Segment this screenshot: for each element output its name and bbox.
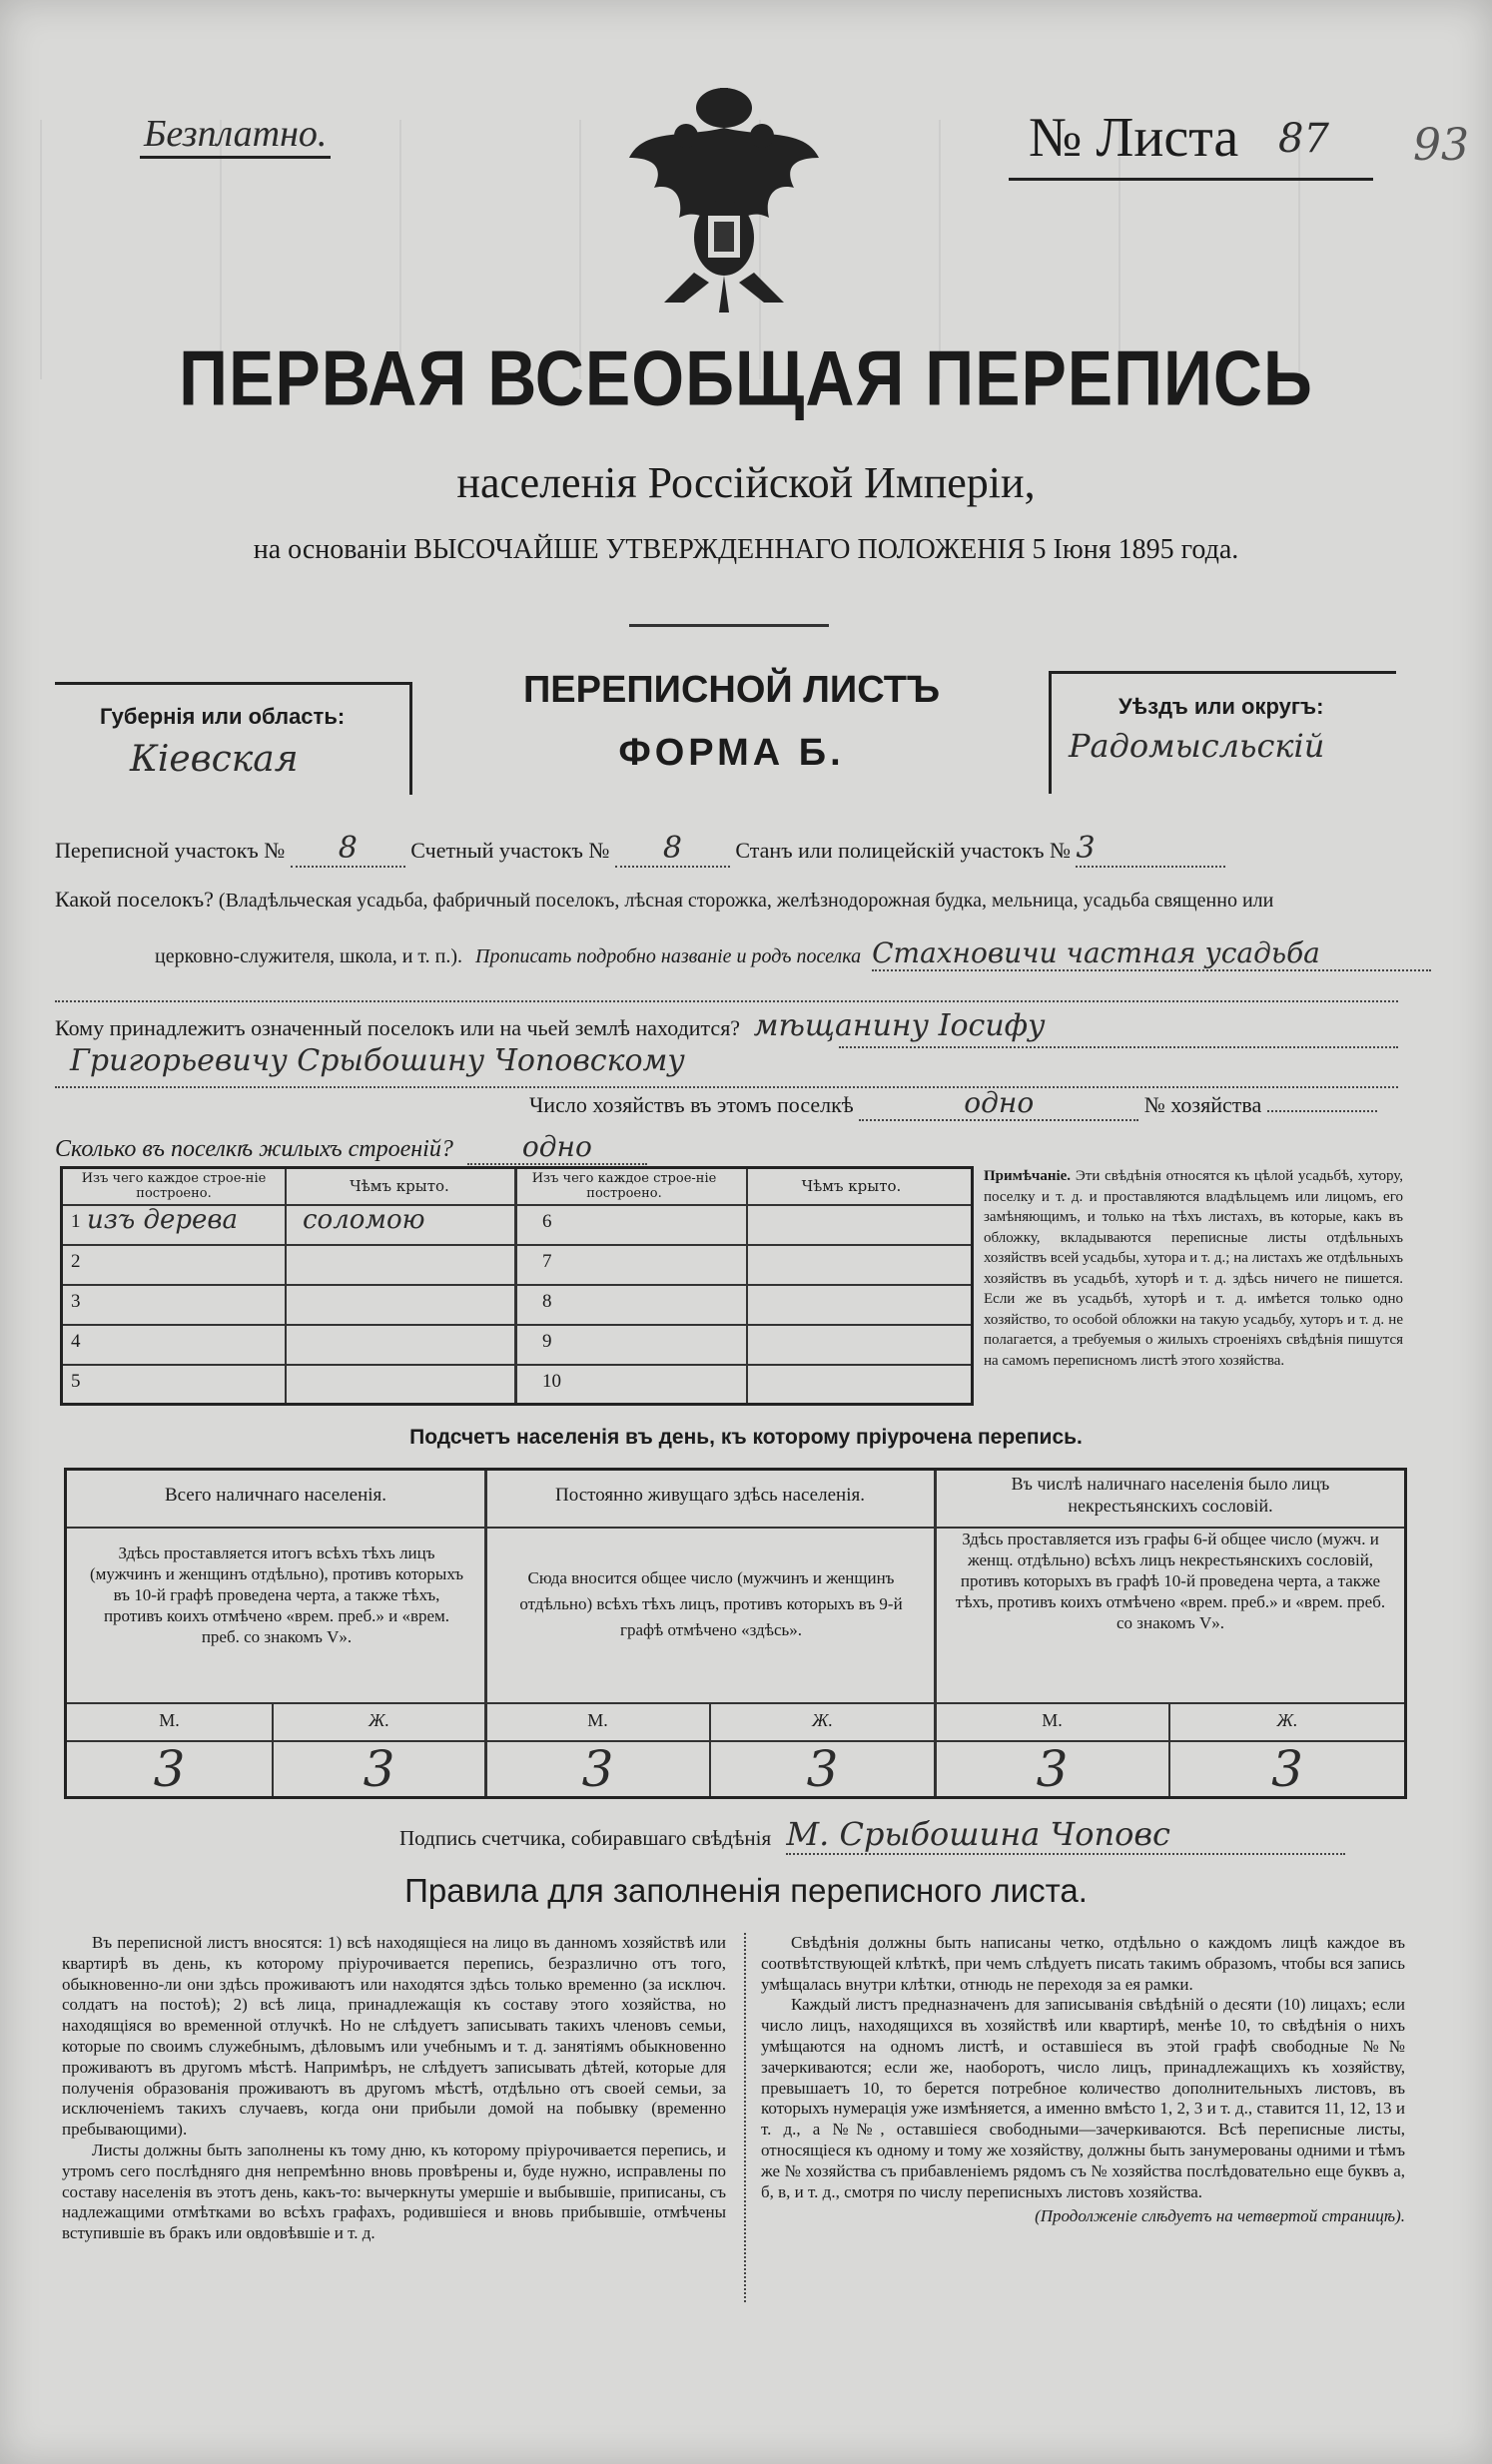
note-text: Эти свѣдѣнія относятся къ цѣлой усадьбѣ, хутору, поселку и т. д. и проставляются владѣльцемъ или лицомъ, его замѣняющимъ, и только на тѣхъ листахъ, въ которые, какъ въ обложку, вкладываются переписные листы отдѣльныхъ хозяйствъ всей усадьбы, хутора и т. д.; на листахъ же отдѣльныхъ хозяйствъ въ усадьбѣ, хуторѣ и т. д. здѣсь ничего не пишется. Если же въ усадьбѣ, хуторѣ и т. д. имѣется только одно хозяйство, то особой обложки на такую усадьбу, хуторъ и т. д. не полагается, а требуемыя о жилыхъ строеніяхъ свѣдѣнія пишутся на самомъ переписномъ листѣ этого хозяйства. bbox=[984, 1168, 1404, 1369]
settlement-question: Какой поселокъ? bbox=[55, 887, 214, 912]
gubernia-label: Губернія или область: bbox=[100, 704, 346, 729]
households-value[interactable]: одно bbox=[859, 1086, 1138, 1121]
col3-text: Здѣсь проставляется изъ графы 6-й общее число (мужч. и женщ. отдѣльно) всѣхъ лицъ некрестьянскихъ сословій, противъ которыхъ въ графѣ 10-й проведена черта, а также тѣхъ, противъ коихъ отмѣчено «врем. преб.» и «врем. преб. со знакомъ V». bbox=[955, 1530, 1386, 1632]
coat-of-arms-icon bbox=[624, 88, 824, 317]
population-table bbox=[64, 1468, 1407, 1799]
sheet-number-value[interactable]: 87 bbox=[1278, 116, 1329, 162]
col-roof-header: Чѣмъ крыто. bbox=[350, 1177, 449, 1195]
divider bbox=[63, 1244, 971, 1246]
male-label: М. bbox=[159, 1710, 180, 1730]
total-male-value[interactable]: 3 bbox=[153, 1740, 186, 1798]
sheet-number-label: № Листа bbox=[1029, 107, 1239, 169]
col-roof-header-2: Чѣмъ крыто. bbox=[801, 1177, 902, 1195]
free-label: Безплатно. bbox=[140, 112, 331, 159]
row-number: 7 bbox=[542, 1251, 552, 1272]
col3-title: Въ числѣ наличнаго населенія было лицъ некрестьянскихъ сословій. bbox=[1011, 1474, 1330, 1516]
divider bbox=[63, 1284, 971, 1286]
signature-row bbox=[399, 1815, 1345, 1855]
buildings-table bbox=[60, 1166, 974, 1406]
buildings-question: Сколько въ поселкѣ жилыхъ строеній? bbox=[55, 1136, 453, 1162]
dotted-line bbox=[55, 1000, 1398, 1002]
uezd-label: Уѣздъ или округъ: bbox=[1119, 694, 1324, 719]
resident-female-value[interactable]: 3 bbox=[806, 1740, 839, 1798]
form-subtitle: ФОРМА Б. bbox=[618, 732, 845, 774]
row-number: 1 bbox=[71, 1211, 81, 1232]
row-number: 2 bbox=[71, 1251, 81, 1272]
counting-district-label: Счетный участокъ № bbox=[410, 838, 610, 863]
female-label: Ж. bbox=[812, 1710, 833, 1730]
rules-left-paragraph-1: Въ переписной листъ вносятся: 1) всѣ находящіеся на лицо въ данномъ хозяйствѣ или квартирѣ въ день, къ которому пріурочивается перепись, безразлично отъ того, обыкновенно-ли они здѣсь проживаютъ или находятся здѣсь только временно (за исключ. солдатъ на постоѣ); 2) всѣ лица, принадлежащія къ составу этого хозяйства, но находящіяся во временной отлучкѣ. Но не слѣдуетъ записывать такихъ членовъ семьи, которые по своимъ служебнымъ, дѣловымъ или учебнымъ и т. д. занятіямъ обыкновенно проживаютъ въ другомъ мѣстѣ. Напримѣръ, не слѣдуетъ записывать дѣтей, которые для полученія образованія проживаютъ въ другомъ мѣстѣ, отдѣльно отъ своей семьи, за исключеніемъ такихъ случаевъ, когда они прибыли домой на побывку (временно пребывающими). bbox=[62, 1933, 726, 2140]
uezd-value[interactable]: Радомысльскій bbox=[1069, 727, 1325, 765]
household-number-label: № хозяйства bbox=[1143, 1092, 1262, 1117]
form-title: ПЕРЕПИСНОЙ ЛИСТЪ bbox=[522, 669, 941, 711]
gubernia-value[interactable]: Кіевская bbox=[130, 739, 299, 780]
owner-question: Кому принадлежитъ означенный поселокъ или на чьей землѣ находится? bbox=[55, 1015, 741, 1040]
rules-continued: (Продолженіе слѣдуетъ на четвертой страницѣ). bbox=[1035, 2206, 1405, 2226]
resident-male-value[interactable]: 3 bbox=[581, 1740, 614, 1798]
population-heading: Подсчетъ населенія въ день, къ которому пріурочена перепись. bbox=[409, 1426, 1083, 1449]
census-subtitle: населенія Россійской Имперіи, bbox=[456, 458, 1036, 507]
female-label: Ж. bbox=[369, 1710, 389, 1730]
female-label: Ж. bbox=[1276, 1710, 1298, 1730]
sheet-number-underline bbox=[1009, 178, 1373, 181]
counting-district-value[interactable]: 8 bbox=[615, 831, 730, 868]
rules-left-paragraph-2: Листы должны быть заполнены къ тому дню, къ которому пріурочивается перепись, и утромъ сего послѣдняго дня непремѣнно вновь провѣрены и, буде нужно, исправлены по составу населенія въ этотъ день, какъ-то: вычеркнуты умершіе и выбывшіе, приписаны, съ надлежащими отмѣтками во всѣхъ графахъ, родившіеся и вновь прибывшіе, отмѣчены вступившіе въ бракъ или овдовѣвшіе и т. д. bbox=[62, 2140, 726, 2243]
col-built-header-2: Изъ чего каждое строе-ніе построено. bbox=[531, 1171, 717, 1201]
nonpeasant-female-value[interactable]: 3 bbox=[1271, 1740, 1303, 1798]
rules-right-paragraph-2: Каждый листъ предназначенъ для записыванія свѣдѣній о десяти (10) лицахъ; если число лицъ, находящихся въ хозяйствѣ или квартирѣ, менѣе 10, то свѣдѣнія о нихъ умѣщаются на одномъ листѣ, и оставшіеся въ этой графѣ свободные №№ зачеркиваются; если же, наоборотъ, число лицъ, принадлежащихъ къ хозяйству, превышаетъ 10, то берется потребное количество дополнительныхъ листовъ, въ которыхъ нумерація уже измѣняется, а именно вмѣсто 1, 2, 3 и т. д., ставится 11, 12, 13 и т. д., а №№, оставшіеся свободными—зачеркиваются. Всѣ переписные листы, относящіеся къ одному и тому же хозяйству, должны быть занумерованы одними и тѣмъ же № хозяйства съ прибавленіемъ рядомъ съ № хозяйства послѣдовательно еще буквъ а, б, в, и т. д., смотря по числу переписныхъ листовъ хозяйства. bbox=[761, 1995, 1405, 2201]
buildings-value[interactable]: одно bbox=[467, 1130, 647, 1165]
settlement-question-row bbox=[55, 887, 1273, 913]
settlement-hint-1: (Владѣльческая усадьба, фабричный поселокъ, лѣсная сторожка, желѣзнодорожная будка, мельница, усадьба священно или bbox=[218, 890, 1274, 912]
col-built-header: Изъ чего каждое строе-ніе построено. bbox=[81, 1171, 267, 1201]
owner-value-2[interactable]: Григорьевичу Срыбошину Чоповскому bbox=[70, 1043, 685, 1078]
corner-note: 93 bbox=[1413, 120, 1469, 171]
male-label: М. bbox=[1042, 1710, 1063, 1730]
stan-label: Станъ или полицейскій участокъ № bbox=[735, 838, 1071, 863]
settlement-hint-row bbox=[155, 936, 1431, 971]
household-number-value[interactable] bbox=[1267, 1110, 1377, 1112]
row-number: 6 bbox=[542, 1211, 552, 1232]
row-number: 3 bbox=[71, 1291, 81, 1312]
rules-left-column bbox=[62, 1933, 726, 2244]
rules-heading: Правила для заполненія переписного листа. bbox=[404, 1872, 1088, 1909]
dotted-line bbox=[839, 1046, 1398, 1048]
divider bbox=[629, 624, 829, 627]
row-number: 9 bbox=[542, 1331, 552, 1352]
settlement-value[interactable]: Стахновичи частная усадьба bbox=[872, 936, 1431, 971]
note-label: Примѣчаніе. bbox=[984, 1168, 1072, 1184]
divider bbox=[63, 1364, 971, 1366]
buildings-row bbox=[55, 1130, 647, 1165]
row-number: 4 bbox=[71, 1331, 81, 1352]
districts-row bbox=[55, 831, 1225, 868]
divider bbox=[63, 1324, 971, 1326]
total-female-value[interactable]: 3 bbox=[363, 1740, 395, 1798]
signature-label: Подпись счетчика, собиравшаго свѣдѣнія bbox=[399, 1826, 772, 1850]
rules-right-paragraph-1: Свѣдѣнія должны быть написаны четко, отдѣльно о каждомъ лицѣ каждое въ соотвѣтствующей клѣткѣ, при чемъ слѣдуетъ писать такимъ образомъ, чтобы вся запись умѣщалась внутри клѣтки, отнюдь не переходя за ея рамки. bbox=[761, 1933, 1405, 1994]
col2-title: Постоянно живущаго здѣсь населенія. bbox=[555, 1485, 865, 1506]
nonpeasant-male-value[interactable]: 3 bbox=[1036, 1740, 1069, 1798]
rules-right-column bbox=[761, 1933, 1405, 2227]
census-basis: на основаніи ВЫСОЧАЙШЕ УТВЕРЖДЕННАГО ПОЛОЖЕНІЯ 5 Іюня 1895 года. bbox=[253, 534, 1239, 565]
male-label: М. bbox=[587, 1710, 608, 1730]
signature-value[interactable]: М. Срыбошина Чоповс bbox=[786, 1815, 1345, 1855]
owner-row bbox=[55, 1008, 1046, 1043]
row-number: 10 bbox=[542, 1371, 561, 1392]
note-block bbox=[984, 1166, 1403, 1371]
divider bbox=[744, 1933, 746, 2302]
owner-value-1[interactable]: мѣщанину Іосифу bbox=[753, 1008, 1046, 1043]
col1-title: Всего наличнаго населенія. bbox=[164, 1485, 387, 1506]
col2-text: Сюда вносится общее число (мужчинъ и женщинъ отдѣльно) всѣхъ тѣхъ лицъ, противъ которыхъ въ 9-й графѣ отмѣчено «здѣсь». bbox=[519, 1568, 903, 1639]
households-row bbox=[529, 1086, 1377, 1121]
row-number: 5 bbox=[71, 1371, 81, 1392]
row-number: 8 bbox=[542, 1291, 552, 1312]
census-district-label: Переписной участокъ № bbox=[55, 838, 286, 863]
households-label: Число хозяйствъ въ этомъ поселкѣ bbox=[529, 1092, 854, 1117]
col1-text: Здѣсь проставляется итогъ всѣхъ тѣхъ лицъ (мужчинъ и женщинъ отдѣльно), противъ которыхъ въ 10-й графѣ проведена черта, а также тѣхъ, противъ коихъ отмѣчено «врем. преб.» и «врем. преб. со знакомъ V». bbox=[90, 1543, 463, 1646]
census-district-value[interactable]: 8 bbox=[291, 831, 405, 868]
table-cell-built[interactable]: изъ дерева bbox=[87, 1205, 239, 1235]
divider bbox=[67, 1702, 1404, 1704]
stan-value[interactable]: 3 bbox=[1076, 831, 1225, 868]
census-title: ПЕРВАЯ ВСЕОБЩАЯ ПЕРЕПИСЬ bbox=[179, 334, 1313, 422]
settlement-instruction: Прописать подробно названіе и родъ поселка bbox=[475, 945, 862, 967]
table-cell-roof[interactable]: соломою bbox=[303, 1205, 425, 1235]
settlement-hint-2: церковно-служителя, школа, и т. п.). bbox=[155, 945, 462, 967]
